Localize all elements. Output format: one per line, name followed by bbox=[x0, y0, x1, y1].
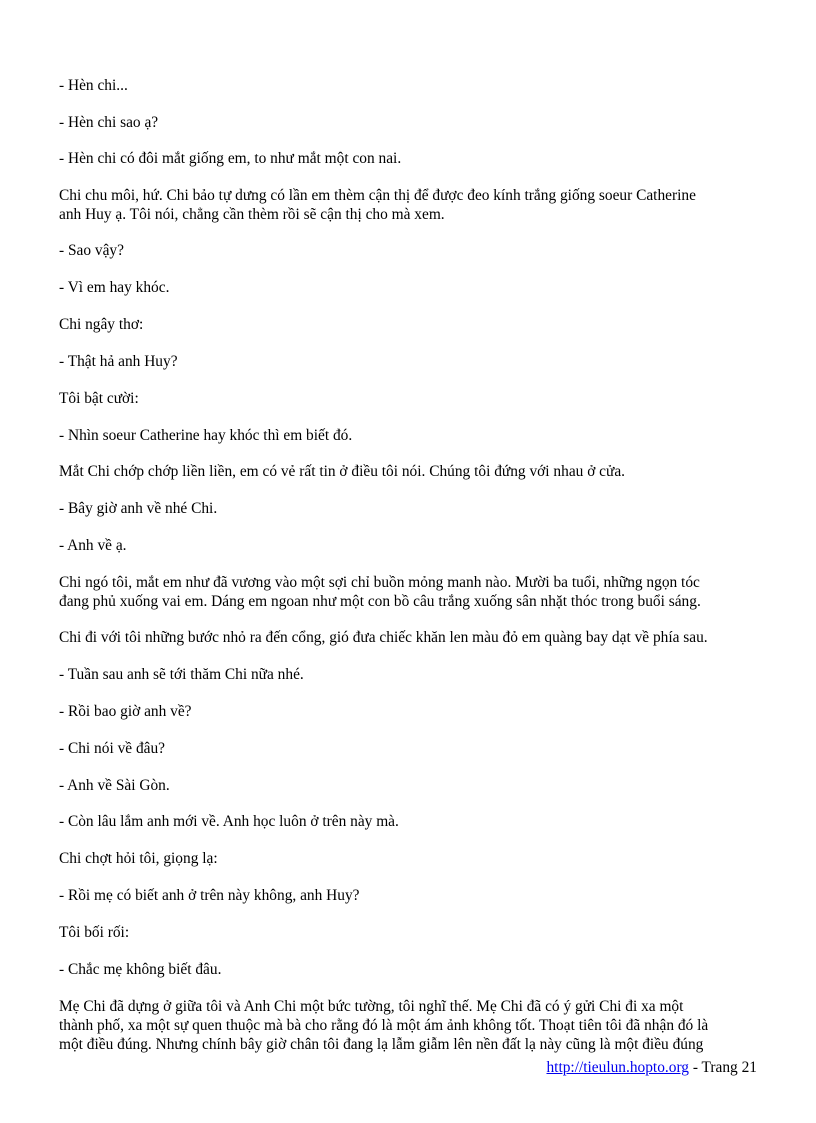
paragraph bbox=[59, 776, 759, 795]
paragraph bbox=[59, 702, 759, 721]
paragraph bbox=[59, 426, 759, 445]
paragraph bbox=[59, 241, 759, 260]
page-footer bbox=[546, 1058, 757, 1077]
paragraph bbox=[59, 997, 759, 1054]
site-link[interactable]: http://tieulun.hopto.org bbox=[546, 1059, 689, 1076]
text-line: - Anh về Sài Gòn. bbox=[59, 777, 170, 794]
text-line: Chi ngây thơ: bbox=[59, 316, 144, 333]
text-line: - Thật hả anh Huy? bbox=[59, 353, 178, 370]
paragraph bbox=[59, 739, 759, 758]
paragraph bbox=[59, 113, 759, 132]
text-line: - Rồi bao giờ anh về? bbox=[59, 703, 192, 720]
text-line: - Hèn chi... bbox=[59, 77, 128, 94]
text-line: đang phủ xuống vai em. Dáng em ngoan như một con bồ câu trắng xuống sân nhặt thóc trong buổi sáng. bbox=[59, 593, 701, 610]
page-number: - Trang 21 bbox=[689, 1059, 757, 1076]
text-line: - Vì em hay khóc. bbox=[59, 279, 170, 296]
paragraph bbox=[59, 389, 759, 408]
paragraph bbox=[59, 76, 759, 95]
text-line: Mắt Chi chớp chớp liền liền, em có vẻ rất tin ở điều tôi nói. Chúng tôi đứng với nhau ở cửa. bbox=[59, 463, 626, 480]
text-line: - Chi nói về đâu? bbox=[59, 740, 165, 757]
paragraph bbox=[59, 315, 759, 334]
text-line: một điều đúng. Nhưng chính bây giờ chân tôi đang lạ lẫm giẫm lên nền đất lạ này cũng là một điều đúng bbox=[59, 1036, 704, 1053]
paragraph bbox=[59, 536, 759, 555]
paragraph bbox=[59, 923, 759, 942]
paragraph bbox=[59, 186, 759, 224]
text-line: - Anh về ạ. bbox=[59, 537, 127, 554]
paragraph bbox=[59, 849, 759, 868]
text-line: Mẹ Chi đã dựng ở giữa tôi và Anh Chi một bức tường, tôi nghĩ thế. Mẹ Chi đã có ý gửi Chi đi xa một bbox=[59, 998, 684, 1015]
paragraph bbox=[59, 352, 759, 371]
text-line: - Sao vậy? bbox=[59, 242, 124, 259]
text-line: - Còn lâu lắm anh mới về. Anh học luôn ở trên này mà. bbox=[59, 813, 399, 830]
text-line: Chi chợt hỏi tôi, giọng lạ: bbox=[59, 850, 218, 867]
text-line: anh Huy ạ. Tôi nói, chẳng cần thèm rồi sẽ cận thị cho mà xem. bbox=[59, 206, 445, 223]
paragraph bbox=[59, 665, 759, 684]
text-line: - Chắc mẹ không biết đâu. bbox=[59, 961, 222, 978]
paragraph bbox=[59, 499, 759, 518]
paragraph bbox=[59, 278, 759, 297]
text-line: - Hèn chi có đôi mắt giống em, to như mắt một con nai. bbox=[59, 150, 402, 167]
text-line: Chi chu môi, hứ. Chi bảo tự dưng có lần em thèm cận thị để được đeo kính trắng giống soeur Catherine bbox=[59, 187, 696, 204]
text-line: Tôi bật cười: bbox=[59, 390, 139, 407]
text-line: - Hèn chi sao ạ? bbox=[59, 114, 159, 131]
paragraph bbox=[59, 462, 759, 481]
paragraph bbox=[59, 812, 759, 831]
text-line: - Bây giờ anh về nhé Chi. bbox=[59, 500, 218, 517]
paragraph bbox=[59, 628, 759, 647]
text-line: Chi đi với tôi những bước nhỏ ra đến cổng, gió đưa chiếc khăn len màu đỏ em quàng bay dạt về phía sau. bbox=[59, 629, 708, 646]
text-line: thành phố, xa một sự quen thuộc mà bà cho rằng đó là một ám ảnh không tốt. Thoạt tiên tôi đã nhận đó là bbox=[59, 1017, 709, 1034]
text-line: - Tuần sau anh sẽ tới thăm Chi nữa nhé. bbox=[59, 666, 304, 683]
paragraph bbox=[59, 960, 759, 979]
document-page bbox=[59, 0, 759, 1123]
text-line: Chi ngó tôi, mắt em như đã vương vào một sợi chỉ buồn mỏng manh nào. Mười ba tuổi, những ngọn tóc bbox=[59, 574, 700, 591]
paragraph bbox=[59, 886, 759, 905]
text-line: - Nhìn soeur Catherine hay khóc thì em biết đó. bbox=[59, 427, 353, 444]
paragraph bbox=[59, 149, 759, 168]
paragraph bbox=[59, 573, 759, 611]
text-line: Tôi bối rối: bbox=[59, 924, 130, 941]
text-line: - Rồi mẹ có biết anh ở trên này không, anh Huy? bbox=[59, 887, 360, 904]
